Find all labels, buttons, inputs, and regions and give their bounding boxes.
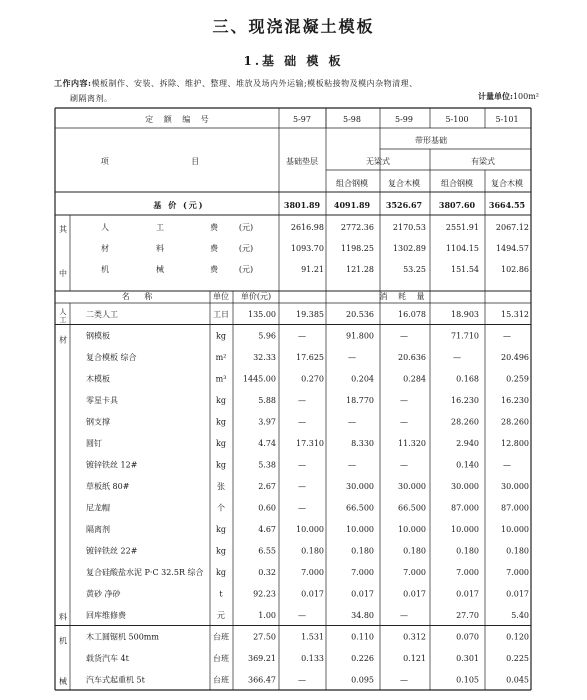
item-value: — (348, 353, 356, 362)
breakdown-name: 料 (156, 244, 164, 253)
breakdown-name: 械 (156, 265, 164, 274)
item-value: 15.312 (501, 310, 529, 319)
base-price-value: 3526.67 (385, 200, 423, 210)
item-value: 7.000 (403, 568, 426, 577)
item-value: 0.017 (351, 589, 374, 599)
item-price: 5.38 (258, 460, 276, 470)
item-value: 5.40 (511, 611, 529, 620)
item-value: — (400, 331, 408, 341)
item-name: 零星卡具 (86, 396, 118, 405)
formwork-type: 复合木模 (491, 179, 523, 188)
item-value: 2.940 (456, 439, 479, 448)
section-label: 料 (59, 612, 67, 622)
item-value: 7.000 (301, 568, 324, 577)
item-name: 草板纸 80# (86, 482, 130, 491)
item-value: — (298, 503, 306, 513)
item-value: 1.531 (301, 632, 324, 642)
column-no-beam: 无梁式 (366, 157, 390, 166)
breakdown-value: 2170.53 (392, 223, 426, 232)
item-value: 10.000 (398, 525, 426, 534)
item-unit: kg (216, 568, 226, 577)
item-price: 5.96 (258, 331, 276, 341)
item-value: 17.625 (296, 353, 324, 362)
item-value: 27.70 (456, 611, 479, 620)
item-value: 16.230 (501, 396, 529, 405)
item-value: 71.710 (451, 331, 479, 341)
item-value: 30.000 (398, 482, 426, 491)
breakdown-unit: (元) (238, 244, 254, 253)
breakdown-name: 机 (101, 265, 109, 274)
item-value: 0.095 (351, 675, 374, 685)
breakdown-unit: (元) (238, 265, 254, 274)
item-value: 87.000 (501, 503, 529, 513)
item-value: 11.320 (398, 439, 426, 448)
item-value: 7.000 (351, 568, 374, 577)
section-label: 工 (59, 316, 67, 324)
item-value: — (298, 460, 306, 470)
item-value: 7.000 (506, 568, 529, 577)
item-value: 0.180 (301, 546, 324, 556)
item-value: 20.636 (398, 353, 426, 362)
item-name: 木模板 (86, 374, 110, 384)
item-value: 10.000 (501, 525, 529, 534)
work-line-1: 模板制作、安装、拆除、维护、整理、堆放及场内外运输;模板粘接物及模内杂物清理、 (91, 79, 418, 88)
column-strip-foundation: 带形基础 (415, 136, 447, 145)
item-value: — (298, 675, 306, 685)
breakdown-side-label: 其 (59, 225, 67, 234)
item-value: 28.260 (501, 417, 529, 427)
item-price: 4.74 (258, 439, 276, 448)
item-price: 92.23 (253, 589, 276, 599)
item-price: 369.21 (248, 654, 276, 663)
item-price: 32.33 (253, 353, 276, 362)
item-value: 0.110 (351, 632, 374, 642)
item-price: 3.97 (258, 417, 276, 427)
breakdown-side-label: 中 (59, 269, 67, 278)
item-value: 91.800 (346, 331, 374, 341)
item-price: 1.00 (258, 611, 276, 620)
quota-number-label: 定 额 编 号 (145, 115, 213, 124)
formwork-type: 复合木模 (388, 179, 420, 188)
item-unit: 台班 (213, 632, 229, 642)
item-value: 0.284 (403, 374, 426, 384)
item-value: 0.180 (506, 546, 529, 556)
breakdown-value: 2551.91 (445, 223, 479, 232)
item-unit: m² (215, 353, 227, 362)
breakdown-value: 1302.89 (392, 244, 426, 253)
item-value: 0.301 (456, 654, 479, 663)
item-value: — (503, 460, 511, 470)
item-value: 0.204 (351, 374, 374, 384)
item-value: 0.133 (301, 654, 324, 663)
base-price-value: 3807.60 (438, 200, 476, 210)
item-unit: kg (216, 417, 226, 427)
breakdown-name: 人 (101, 223, 109, 232)
item-name: 木工圆锯机 500mm (86, 632, 159, 642)
item-value: 0.121 (403, 654, 426, 663)
item-price: 1445.00 (242, 374, 276, 384)
item-value: 7.000 (456, 568, 479, 577)
item-unit: m³ (215, 374, 227, 384)
item-value: — (453, 353, 461, 362)
section-label: 人 (59, 308, 67, 316)
unit-label: 计量单位: (477, 91, 513, 101)
item-value: — (298, 611, 306, 620)
item-value: 20.496 (501, 353, 529, 362)
item-name: 钢支撑 (86, 417, 110, 427)
item-value: — (400, 396, 408, 405)
base-price-label: 基 价 (元) (153, 200, 205, 210)
item-value: 0.180 (456, 546, 479, 556)
item-value: — (298, 417, 306, 427)
item-name: 圆钉 (86, 439, 102, 448)
header-unit: 单位 (213, 292, 229, 301)
breakdown-name: 费 (210, 265, 218, 274)
item-unit: kg (216, 331, 226, 341)
column-base-cushion: 基础垫层 (286, 157, 318, 166)
section-label: 机 (59, 636, 67, 646)
breakdown-value: 2067.12 (495, 223, 529, 232)
item-unit: kg (216, 546, 226, 556)
breakdown-name: 材 (101, 244, 109, 253)
item-price: 135.00 (248, 310, 276, 319)
item-unit: 个 (217, 503, 225, 513)
base-price-value: 3664.55 (488, 200, 526, 210)
item-value: 10.000 (451, 525, 479, 534)
header-name: 名 称 (121, 292, 159, 301)
item-name: 尼龙帽 (86, 503, 110, 513)
item-value: 30.000 (451, 482, 479, 491)
section-title: 1.基 础 模 板 (243, 54, 344, 68)
item-value: 0.017 (506, 589, 529, 599)
item-unit: kg (216, 396, 226, 405)
item-value: — (400, 611, 408, 620)
item-value: 0.259 (506, 374, 529, 384)
item-value: 8.330 (351, 439, 374, 448)
item-value: 18.770 (346, 396, 374, 405)
item-price: 0.60 (258, 503, 276, 513)
item-unit: 台班 (213, 654, 229, 663)
breakdown-value: 2772.36 (340, 223, 374, 232)
breakdown-value: 102.86 (501, 265, 529, 274)
breakdown-value: 151.54 (451, 265, 479, 274)
item-unit: 张 (217, 482, 225, 491)
item-value: 34.80 (351, 611, 374, 620)
item-value: 0.140 (456, 460, 479, 470)
breakdown-name: 费 (210, 223, 218, 232)
item-name: 钢模板 (86, 331, 110, 341)
item-value: 19.385 (296, 310, 324, 319)
base-price-value: 4091.89 (333, 200, 371, 210)
item-value: — (400, 675, 408, 685)
work-label: 工作内容: (54, 78, 92, 88)
breakdown-value: 1093.70 (290, 244, 324, 253)
breakdown-value: 2616.98 (290, 223, 324, 232)
column-with-beam: 有梁式 (471, 157, 495, 166)
work-line-2: 刷隔离剂。 (70, 94, 113, 103)
item-value: — (298, 482, 306, 491)
item-value: — (348, 460, 356, 470)
item-value: 0.270 (301, 374, 324, 384)
item-price: 366.47 (248, 675, 276, 685)
quota-code: 5-101 (495, 115, 519, 124)
item-value: 0.070 (456, 632, 479, 642)
item-name: 镀锌铁丝 12# (86, 460, 138, 470)
item-value: 0.045 (506, 675, 529, 685)
breakdown-value: 53.25 (403, 265, 426, 274)
breakdown-name: 工 (156, 223, 164, 232)
item-value: 18.903 (451, 310, 479, 319)
item-name: 回库维修费 (86, 611, 126, 620)
item-unit: kg (216, 460, 226, 470)
quota-code: 5-100 (445, 115, 469, 124)
item-name: 复合模板 综合 (86, 353, 137, 362)
quota-code: 5-99 (395, 115, 413, 124)
formwork-type: 组合钢模 (441, 179, 473, 188)
item-unit: 工日 (213, 310, 229, 319)
item-value: 0.105 (456, 675, 479, 685)
item-value: — (400, 460, 408, 470)
item-value: 30.000 (501, 482, 529, 491)
item-price: 0.32 (258, 568, 276, 577)
item-name: 二类人工 (86, 310, 118, 319)
breakdown-unit: (元) (238, 223, 254, 232)
item-value: 66.500 (398, 503, 426, 513)
item-label: 项 目 (100, 157, 240, 166)
item-price: 27.50 (253, 632, 276, 642)
item-value: — (298, 331, 306, 341)
item-value: 0.225 (506, 654, 529, 663)
section-label: 材 (59, 335, 67, 345)
item-value: 28.260 (451, 417, 479, 427)
item-unit: t (219, 589, 223, 599)
item-unit: kg (216, 525, 226, 534)
item-value: 10.000 (296, 525, 324, 534)
item-value: 0.017 (403, 589, 426, 599)
item-value: 20.536 (346, 310, 374, 319)
item-unit: kg (216, 439, 226, 448)
quota-code: 5-98 (343, 115, 361, 124)
breakdown-value: 1104.15 (445, 244, 479, 253)
item-value: — (348, 417, 356, 427)
header-price: 单价(元) (240, 292, 272, 301)
breakdown-name: 费 (210, 244, 218, 253)
item-price: 2.67 (258, 482, 276, 491)
item-name: 载货汽车 4t (86, 654, 129, 663)
item-value: 12.800 (501, 439, 529, 448)
item-name: 汽车式起重机 5t (86, 675, 145, 685)
item-name: 镀锌铁丝 22# (86, 546, 138, 556)
item-name: 复合硅酸盐水泥 P·C 32.5R 综合 (86, 568, 204, 577)
item-value: 0.120 (506, 632, 529, 642)
breakdown-value: 91.21 (301, 265, 324, 274)
item-value: 87.000 (451, 503, 479, 513)
base-price-value: 3801.89 (283, 200, 321, 210)
item-price: 6.55 (258, 546, 276, 556)
breakdown-value: 121.28 (346, 265, 374, 274)
item-value: 17.310 (296, 439, 324, 448)
item-unit: 台班 (213, 675, 229, 685)
item-value: — (503, 331, 511, 341)
item-price: 5.88 (258, 396, 276, 405)
item-value: 0.180 (403, 546, 426, 556)
item-unit: 元 (217, 611, 225, 620)
item-value: 66.500 (346, 503, 374, 513)
item-value: 16.078 (398, 310, 426, 319)
item-name: 黄砂 净砂 (86, 589, 121, 599)
breakdown-value: 1198.25 (340, 244, 374, 253)
item-value: 0.017 (456, 589, 479, 599)
section-label: 械 (59, 677, 67, 686)
item-value: 16.230 (451, 396, 479, 405)
item-value: 0.168 (456, 374, 479, 384)
item-value: 0.017 (301, 589, 324, 599)
item-name: 隔离剂 (86, 525, 110, 534)
quota-code: 5-97 (293, 115, 311, 124)
breakdown-value: 1494.57 (495, 244, 529, 253)
formwork-type: 组合钢模 (336, 179, 368, 188)
header-consumption: 消 耗 量 (379, 292, 429, 301)
item-value: 0.226 (351, 654, 374, 663)
chapter-title: 三、现浇混凝土模板 (212, 17, 375, 36)
item-value: 0.312 (403, 632, 426, 642)
item-value: — (298, 396, 306, 405)
item-value: 0.180 (351, 546, 374, 556)
item-price: 4.67 (258, 525, 276, 534)
item-value: 10.000 (346, 525, 374, 534)
unit-value: 100m² (512, 92, 539, 101)
item-value: 30.000 (346, 482, 374, 491)
item-value: — (400, 417, 408, 427)
